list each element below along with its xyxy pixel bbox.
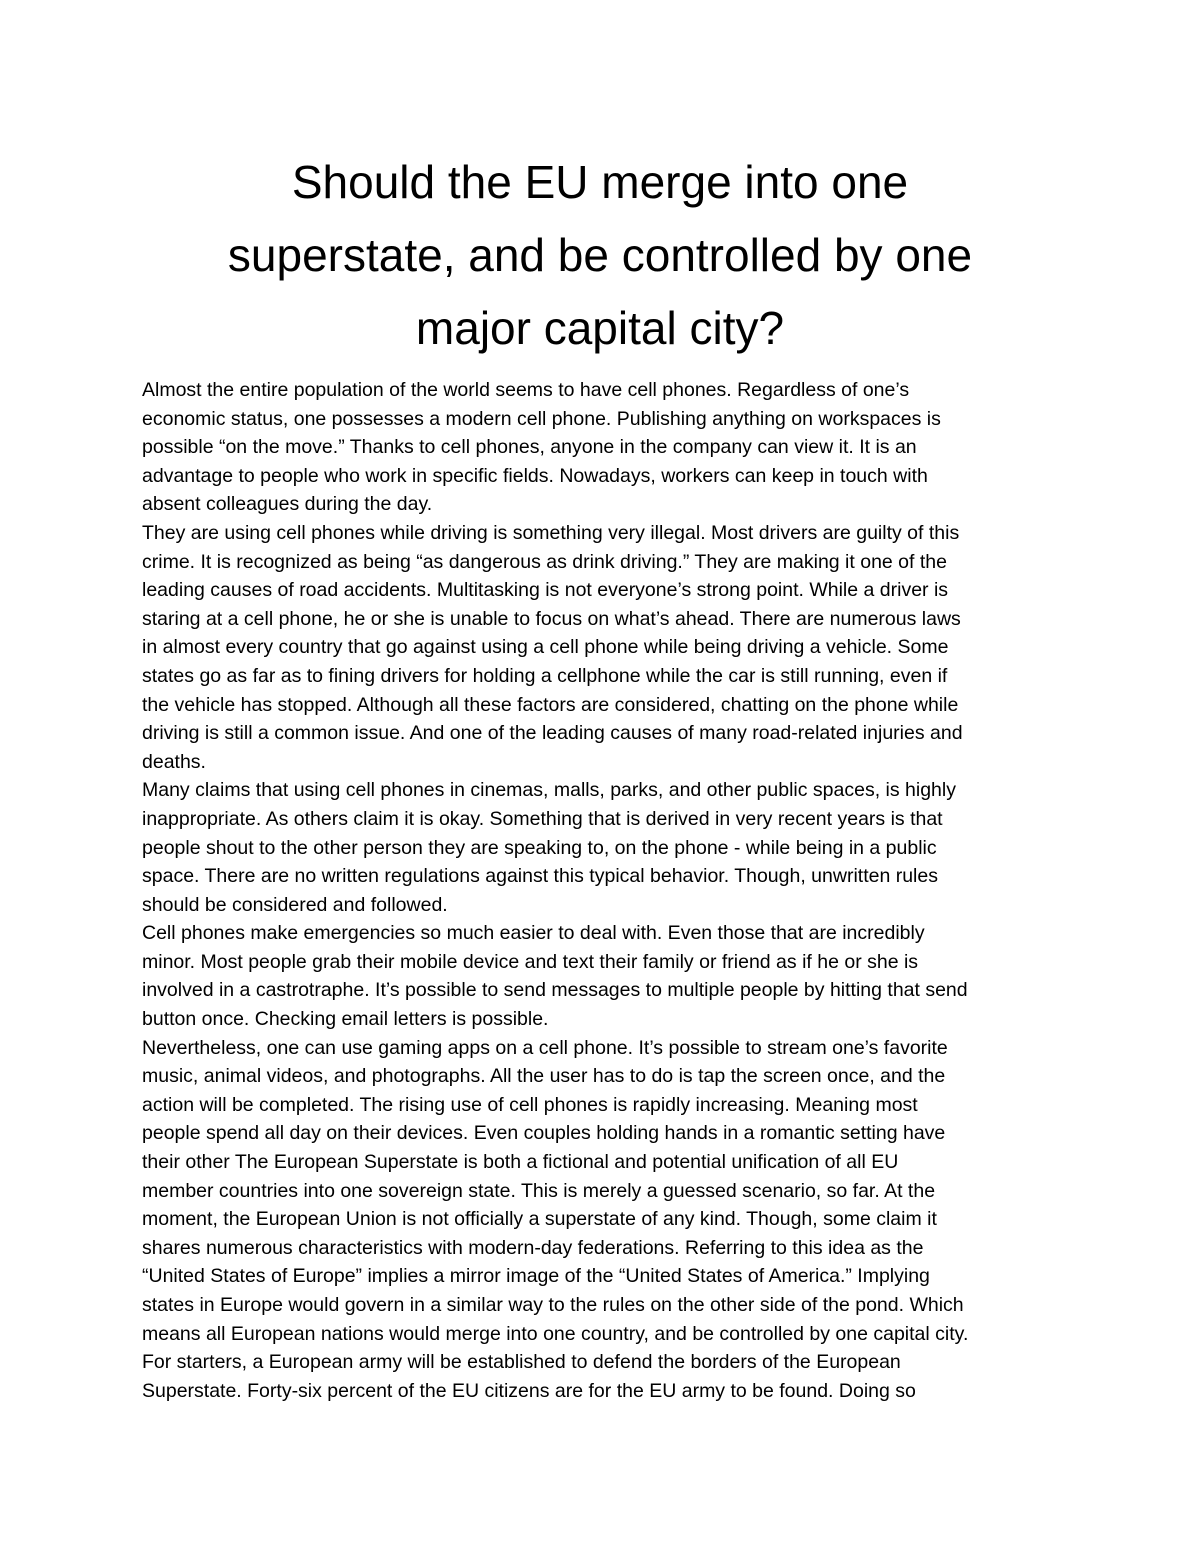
title-line: Should the EU merge into one xyxy=(291,156,909,208)
body-line: possible “on the move.” Thanks to cell phones, anyone in the company can view it. It is an xyxy=(142,436,917,459)
title-line: superstate, and be controlled by one xyxy=(227,229,973,281)
document-body xyxy=(142,376,1072,1405)
body-line: They are using cell phones while driving is something very illegal. Most drivers are guilty of this xyxy=(142,521,960,544)
body-line: music, animal videos, and photographs. All the user has to do is tap the screen once, and the xyxy=(142,1065,946,1088)
title-line: major capital city? xyxy=(415,302,785,354)
body-line: in almost every country that go against using a cell phone while being driving a vehicle. Some xyxy=(142,636,949,659)
body-line: Almost the entire population of the world seems to have cell phones. Regardless of one’s xyxy=(142,379,910,401)
body-line: moment, the European Union is not officially a superstate of any kind. Though, some claim it xyxy=(142,1208,937,1231)
body-line: Many claims that using cell phones in cinemas, malls, parks, and other public spaces, is highly xyxy=(142,779,956,802)
body-line: people shout to the other person they are speaking to, on the phone - while being in a public xyxy=(142,836,937,859)
body-line: crime. It is recognized as being “as dangerous as drink driving.” They are making it one of the xyxy=(142,550,947,573)
document-title xyxy=(100,146,1100,365)
body-line: their other The European Superstate is both a fictional and potential unification of all EU xyxy=(142,1151,899,1174)
body-line: button once. Checking email letters is possible. xyxy=(142,1008,549,1031)
body-line: the vehicle has stopped. Although all these factors are considered, chatting on the phone while xyxy=(142,693,959,716)
body-line: deaths. xyxy=(142,750,206,773)
body-line: For starters, a European army will be established to defend the borders of the European xyxy=(142,1351,901,1374)
body-line: should be considered and followed. xyxy=(142,893,448,916)
body-line: Cell phones make emergencies so much easier to deal with. Even those that are incredibly xyxy=(142,922,925,945)
body-line: involved in a castrotraphe. It’s possible to send messages to multiple people by hitting that send xyxy=(142,979,968,1002)
body-line: means all European nations would merge into one country, and be controlled by one capital city. xyxy=(142,1322,969,1345)
body-line: economic status, one possesses a modern cell phone. Publishing anything on workspaces is xyxy=(142,407,941,430)
body-line: advantage to people who work in specific fields. Nowadays, workers can keep in touch with xyxy=(142,464,928,487)
body-line: shares numerous characteristics with modern-day federations. Referring to this idea as the xyxy=(142,1236,924,1259)
body-line: staring at a cell phone, he or she is unable to focus on what’s ahead. There are numerous laws xyxy=(142,607,961,630)
body-line: Nevertheless, one can use gaming apps on a cell phone. It’s possible to stream one’s favorite xyxy=(142,1036,948,1059)
body-line: space. There are no written regulations against this typical behavior. Though, unwritten rules xyxy=(142,865,938,888)
body-line: absent colleagues during the day. xyxy=(142,493,433,516)
body-line: states go as far as to fining drivers for holding a cellphone while the car is still running, even if xyxy=(142,664,948,687)
body-line: minor. Most people grab their mobile device and text their family or friend as if he or she is xyxy=(142,950,919,973)
body-line: action will be completed. The rising use of cell phones is rapidly increasing. Meaning most xyxy=(142,1093,918,1116)
body-line: member countries into one sovereign state. This is merely a guessed scenario, so far. At the xyxy=(142,1179,936,1202)
body-line: inappropriate. As others claim it is okay. Something that is derived in very recent years is that xyxy=(142,807,943,830)
body-line: driving is still a common issue. And one of the leading causes of many road-related injuries and xyxy=(142,722,963,745)
body-line: leading causes of road accidents. Multitasking is not everyone’s strong point. While a driver is xyxy=(142,579,949,602)
body-line: Superstate. Forty-six percent of the EU citizens are for the EU army to be found. Doing so xyxy=(142,1379,916,1402)
body-line: “United States of Europe” implies a mirror image of the “United States of America.” Implying xyxy=(142,1265,930,1288)
body-line: people spend all day on their devices. Even couples holding hands in a romantic setting have xyxy=(142,1122,946,1145)
body-line: states in Europe would govern in a similar way to the rules on the other side of the pond. Which xyxy=(142,1294,964,1316)
